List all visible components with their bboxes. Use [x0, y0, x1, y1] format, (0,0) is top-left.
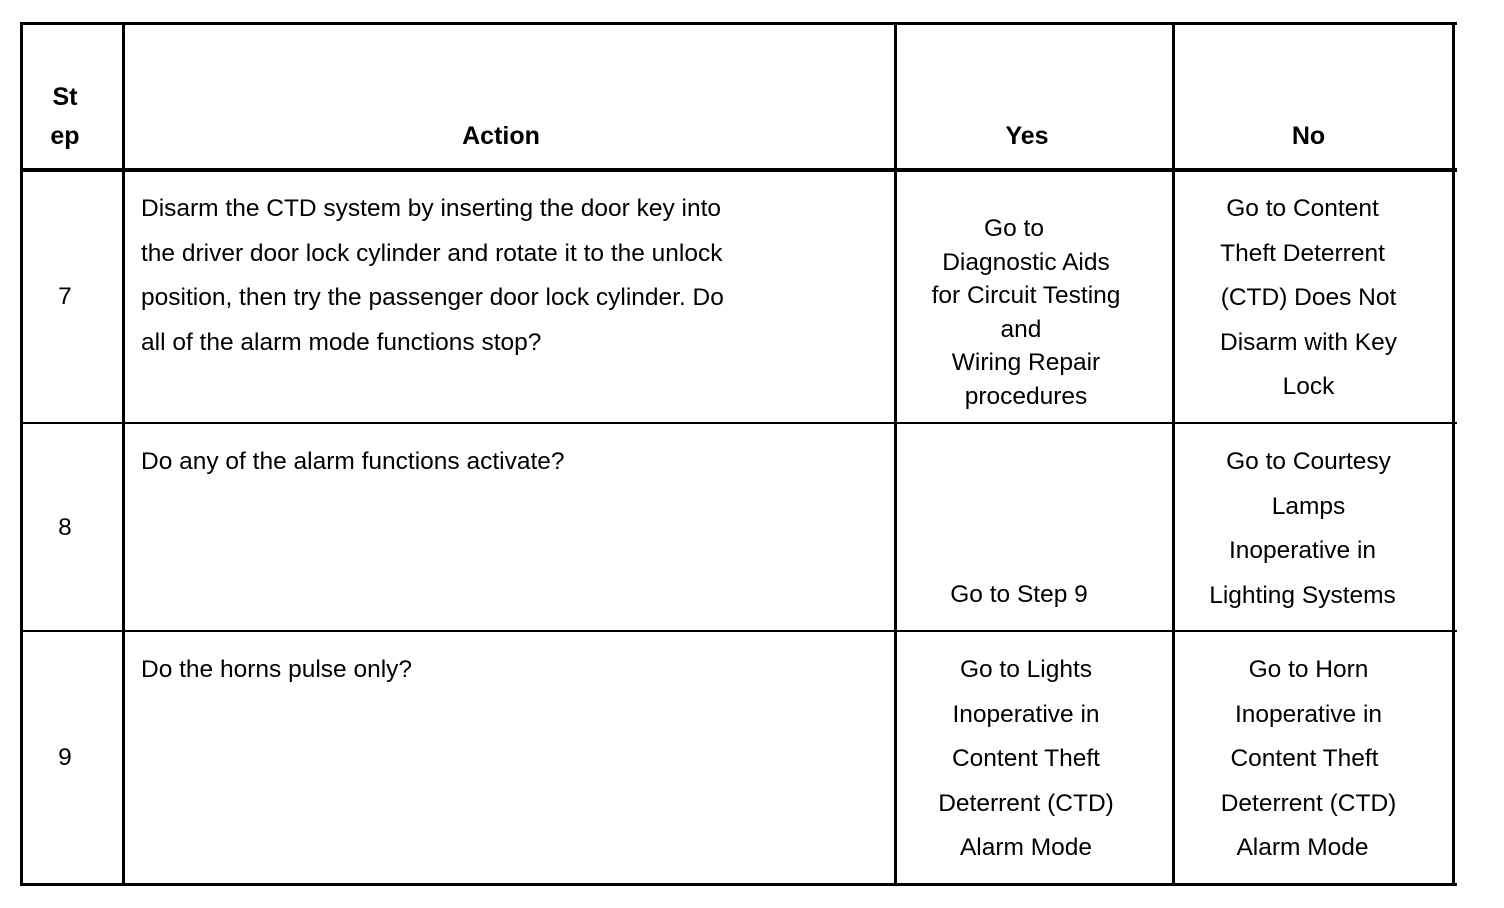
- header-action: Action: [462, 122, 540, 150]
- row-8-no-line-4: Lighting Systems: [1209, 581, 1396, 609]
- table-border-right: [1452, 22, 1455, 886]
- row-8-yes-line-1: Go to Step 9: [950, 581, 1088, 608]
- row-8-action: [141, 440, 881, 485]
- row-8-action-line-1: Do any of the alarm functions activate?: [141, 448, 565, 475]
- row-9-no-line-1: Go to Horn: [1248, 656, 1369, 683]
- table-border-bottom: [20, 883, 1457, 886]
- row-9-no: [1175, 648, 1442, 871]
- row-7-no: [1175, 187, 1442, 410]
- row-7-no-line-5: Lock: [1282, 373, 1335, 400]
- row-9-yes-line-1: Go to Lights: [959, 656, 1093, 683]
- row-9-no-line-4: Deterrent (CTD): [1220, 789, 1397, 817]
- row-7-action-line-2: the driver door lock cylinder and rotate it to the unlock: [141, 239, 723, 267]
- row-9-yes: [897, 648, 1155, 871]
- row-7-yes-line-3: for Circuit Testing: [931, 282, 1121, 309]
- header-divider: [20, 168, 1457, 172]
- row-7-action-line-3: position, then try the passenger door lock cylinder. Do: [141, 284, 724, 311]
- row-9-no-line-5: Alarm Mode: [1236, 834, 1369, 861]
- row-7-no-line-3: (CTD) Does Not: [1220, 284, 1397, 311]
- header-no: No: [1291, 122, 1326, 150]
- row-7-action-line-1: Disarm the CTD system by inserting the door key into: [141, 195, 722, 222]
- row-9-no-line-2: Inoperative in: [1234, 700, 1383, 728]
- row-9-action-line-1: Do the horns pulse only?: [141, 656, 413, 683]
- row-8-yes: [897, 573, 1155, 618]
- row-7-step: 7: [58, 283, 72, 310]
- row-9-yes-line-4: Deterrent (CTD): [938, 789, 1114, 817]
- row-7-action-line-4: all of the alarm mode functions stop?: [141, 328, 542, 356]
- row-7-action: [141, 187, 881, 365]
- row-9-yes-line-3: Content Theft: [951, 745, 1100, 772]
- row-7-no-line-1: Go to Content: [1226, 195, 1379, 222]
- row-9-no-line-3: Content Theft: [1230, 745, 1379, 772]
- row-7-yes-line-5: Wiring Repair: [951, 349, 1101, 376]
- row-8-step: 8: [58, 514, 72, 541]
- diagnostic-table: [20, 22, 1457, 886]
- row-7-yes-line-1: Go to: [984, 215, 1044, 242]
- header-step: [23, 78, 107, 156]
- header-step-line-1: St: [52, 83, 78, 111]
- row-9-step: 9: [58, 744, 72, 771]
- row-9-yes-line-2: Inoperative in: [952, 700, 1100, 728]
- row-7-yes-line-6: procedures: [964, 382, 1088, 410]
- row-8-no: [1175, 440, 1442, 618]
- row-9-yes-line-5: Alarm Mode: [959, 834, 1093, 861]
- row-7-yes: [897, 212, 1155, 413]
- row-7-no-line-2: Theft Deterrent: [1220, 239, 1385, 267]
- row-8-no-line-3: Inoperative in: [1228, 537, 1377, 564]
- table-border-top: [20, 22, 1457, 25]
- row-7-yes-line-2: Diagnostic Aids: [942, 248, 1110, 276]
- row-8-no-line-1: Go to Courtesy: [1226, 448, 1391, 475]
- row-divider-7-8: [20, 422, 1457, 424]
- header-step-line-2: ep: [50, 122, 80, 150]
- row-9-action: [141, 648, 881, 693]
- row-8-no-line-2: Lamps: [1271, 492, 1346, 520]
- row-7-yes-line-4: and: [1000, 315, 1042, 343]
- header-yes: Yes: [1005, 122, 1049, 150]
- row-divider-8-9: [20, 630, 1457, 632]
- row-7-no-line-4: Disarm with Key: [1220, 328, 1397, 356]
